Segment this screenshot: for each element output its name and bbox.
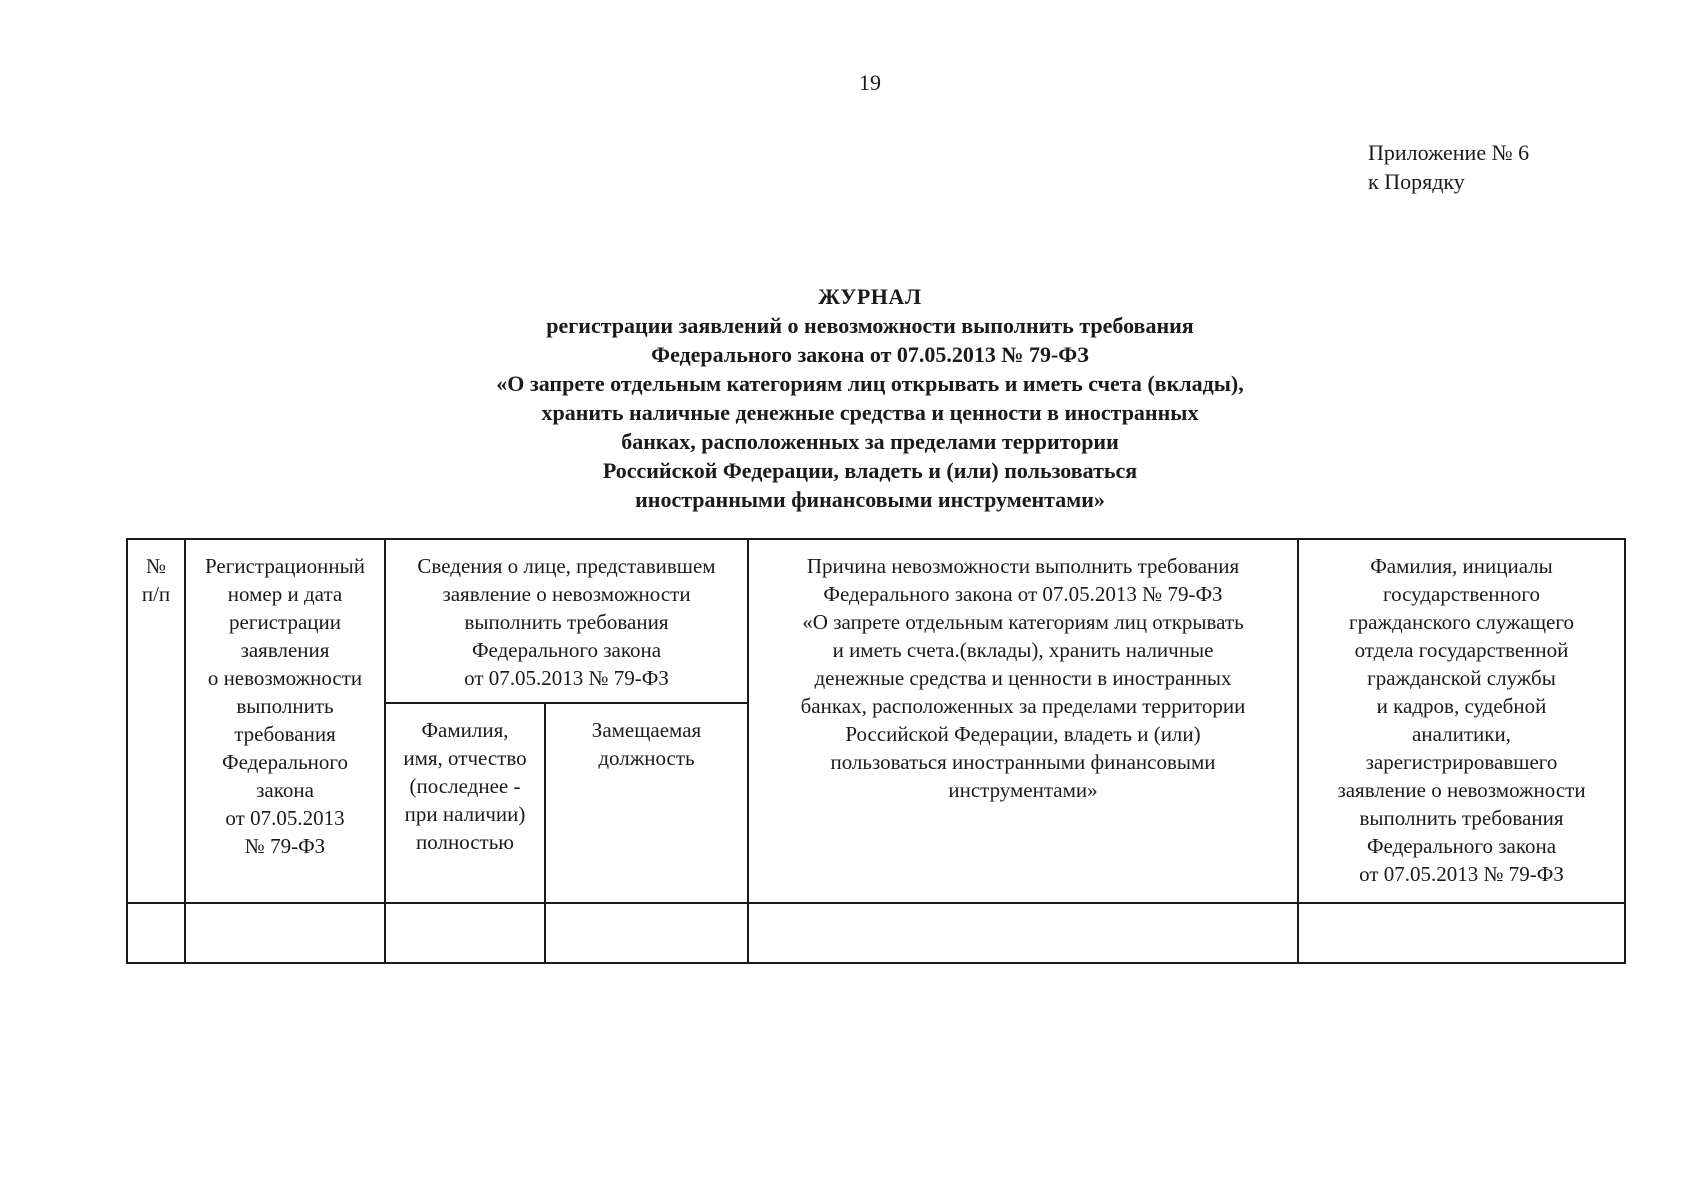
header-reason-text: Причина невозможности выполнить требования Федерального закона от 07.05.2013 № 79-ФЗ «О запрете отдельным категориям лиц открывать и иметь счета.(вклады), хранить наличные денежные средства и ценности в иностранных банках, расположенных за пределами территории Российской Федерации, владеть и (или) пользоваться иностранными финансовыми инструментами»: [800, 554, 1246, 802]
appendix-line-1: Приложение № 6: [1368, 140, 1530, 165]
title-line-6: Российской Федерации, владеть и (или) пользоваться: [602, 458, 1138, 483]
table-header-row: [127, 539, 1625, 703]
header-cell-number: [127, 539, 185, 903]
header-cell-person-position: [545, 703, 748, 903]
title-line-2: Федерального закона от 07.05.2013 № 79-ФЗ: [651, 342, 1089, 367]
title-line-3: «О запрете отдельным категориям лиц открывать и иметь счета (вклады),: [496, 371, 1244, 396]
page-number: 19: [859, 70, 881, 95]
empty-cell: [185, 903, 385, 963]
header-officer-text: Фамилия, инициалы государственного гражданского служащего отдела государственной гражданской службы и кадров, судебной аналитики, зарегистрировавшего заявление о невозможности выполнить требования Федерального закона от 07.05.2013 № 79-ФЗ: [1337, 554, 1586, 886]
header-cell-registration: [185, 539, 385, 903]
empty-cell: [1298, 903, 1625, 963]
title-heading: ЖУРНАЛ: [818, 284, 922, 309]
document-title: [330, 282, 1410, 514]
title-line-7: иностранными финансовыми инструментами»: [635, 487, 1105, 512]
header-number-text: № п/п: [141, 554, 171, 606]
header-cell-officer: [1298, 539, 1625, 903]
title-line-4: хранить наличные денежные средства и ценности в иностранных: [541, 400, 1199, 425]
header-person-name-text: Фамилия, имя, отчество (последнее - при наличии) полностью: [403, 718, 527, 854]
table-row-empty: [127, 903, 1625, 963]
empty-cell: [127, 903, 185, 963]
header-cell-person-group: [385, 539, 748, 703]
header-person-group-text: Сведения о лице, представившем заявление о невозможности выполнить требования Федерального закона от 07.05.2013 № 79-ФЗ: [417, 554, 716, 690]
appendix-reference: [1368, 138, 1529, 196]
header-cell-person-name: [385, 703, 545, 903]
appendix-line-2: к Порядку: [1368, 169, 1465, 194]
header-registration-text: Регистрационный номер и дата регистрации заявления о невозможности выполнить требования Федерального закона от 07.05.2013 № 79-ФЗ: [205, 554, 365, 858]
empty-cell: [385, 903, 545, 963]
empty-cell: [545, 903, 748, 963]
title-line-1: регистрации заявлений о невозможности выполнить требования: [546, 313, 1194, 338]
title-line-5: банках, расположенных за пределами территории: [621, 429, 1119, 454]
empty-cell: [748, 903, 1298, 963]
registration-journal-table: [126, 538, 1626, 964]
header-cell-reason: [748, 539, 1298, 903]
header-person-position-text: Замещаемая должность: [591, 718, 702, 770]
